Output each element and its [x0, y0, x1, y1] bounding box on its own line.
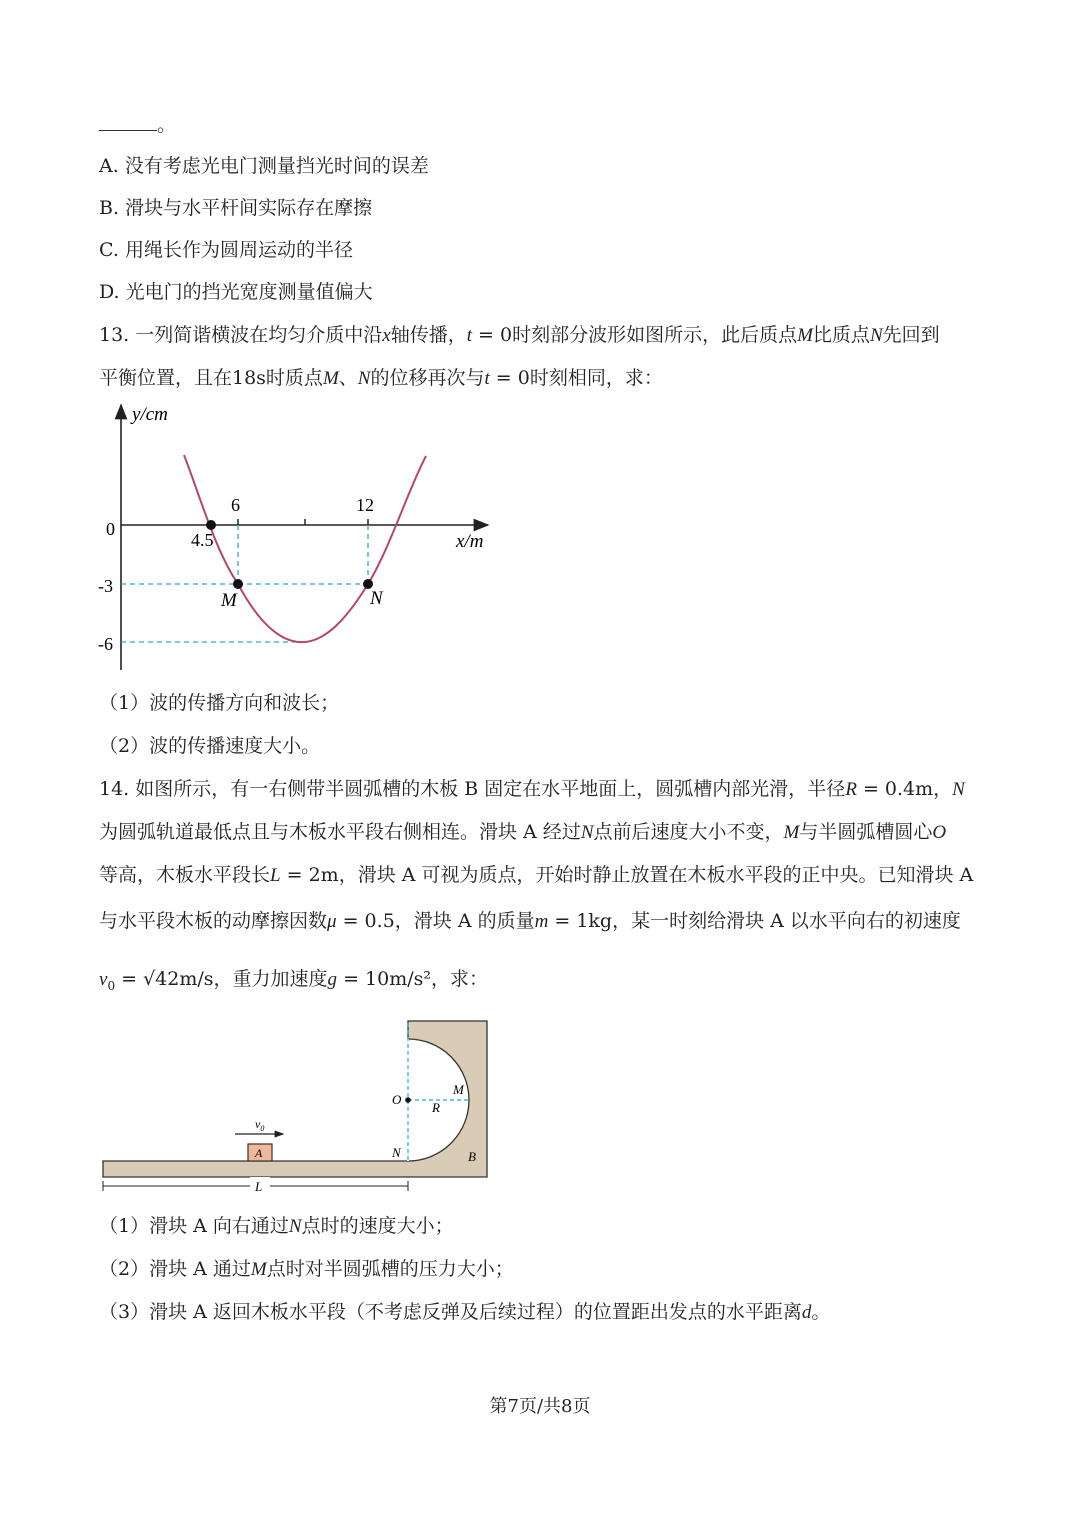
q14-sub3: [99, 1299, 830, 1326]
var-N: N: [580, 822, 594, 843]
var-mu: μ: [327, 911, 337, 932]
var-M: M: [322, 368, 339, 389]
option-c: [99, 237, 353, 263]
q14-stem-line3: [99, 862, 973, 889]
text-run: = 10m/s²，求：: [337, 968, 488, 990]
var-x: x: [382, 325, 391, 346]
var-M: M: [250, 1259, 267, 1280]
text-run: （1）滑块 A 向右通过: [99, 1215, 289, 1237]
text-run: = 0时刻部分波形如图所示，此后质点: [472, 324, 798, 346]
var-N: N: [952, 779, 965, 800]
label-A: A: [255, 1146, 263, 1160]
tick-label-neg6: -6: [98, 634, 113, 654]
tick-label-neg3: -3: [98, 576, 113, 596]
answer-blank: [99, 116, 157, 131]
text-run: = 2m，滑块 A 可视为质点，开始时静止放置在木板水平段的正中央。已知滑块 A: [280, 864, 974, 886]
var-O: O: [932, 822, 947, 843]
text-run: 。: [811, 1301, 831, 1323]
label-N: N: [370, 588, 383, 609]
q14-sub1: [99, 1213, 454, 1240]
var-d: d: [801, 1302, 812, 1323]
var-g: g: [327, 969, 338, 990]
var-m: m: [534, 911, 549, 932]
origin-label: 0: [106, 519, 115, 539]
q13-sub1: （1）波的传播方向和波长；: [99, 692, 340, 714]
tick-label-6: 6: [231, 495, 240, 515]
label-L: L: [255, 1179, 263, 1194]
text-run: 点时对半圆弧槽的压力大小；: [266, 1258, 514, 1280]
label-v0-subscript: 0: [260, 1124, 265, 1133]
tick-label-12: 12: [356, 495, 374, 515]
var-t: t: [466, 325, 472, 346]
point-4-5: [206, 520, 216, 530]
text-run: 13. 一列简谐横波在均匀介质中沿: [99, 324, 383, 346]
y-axis-label: y/cm: [132, 404, 168, 425]
text-run: 14. 如图所示，有一右侧带半圆弧槽的木板 B 固定在水平地面上，圆弧槽内部光滑，半径: [99, 778, 846, 800]
text-run: 与水平段木板的动摩擦因数: [99, 910, 328, 932]
text-run: 点时的速度大小；: [301, 1215, 454, 1237]
option-letter: C.: [99, 239, 119, 261]
label-M: M: [221, 590, 237, 611]
option-text: 光电门的挡光宽度测量值偏大: [125, 281, 373, 303]
center-O: [405, 1097, 411, 1103]
answer-blank-line: [99, 112, 176, 138]
text-run: = 0.5，滑块 A 的质量: [336, 910, 535, 932]
page-footer: 第7页/共8页: [489, 1396, 591, 1417]
label-N: N: [392, 1145, 401, 1160]
label-M: M: [453, 1082, 464, 1097]
label-v0: [255, 1117, 264, 1133]
option-d: [99, 279, 373, 305]
var-M: M: [797, 325, 813, 346]
text-run: 平衡位置，且在18s时质点: [99, 367, 323, 389]
label-v0-letter: v: [255, 1117, 261, 1131]
text-run: 、: [338, 367, 358, 389]
text-run: 先回到: [882, 324, 940, 346]
point-M: [233, 579, 243, 589]
text-run: 轴传播，: [390, 324, 467, 346]
q13-stem-line2: [99, 365, 663, 392]
label-B: B: [468, 1149, 476, 1164]
x-axis-label: x/m: [456, 531, 484, 552]
option-letter: D.: [99, 281, 120, 303]
text-run: = 0.4m，: [856, 778, 953, 800]
q14-stem-line4: [99, 908, 961, 935]
q13-stem-line1: [99, 322, 940, 349]
option-letter: B.: [99, 197, 120, 219]
option-text: 没有考虑光电门测量挡光时间的误差: [124, 155, 429, 177]
label-O: O: [392, 1092, 402, 1107]
option-text: 滑块与水平杆间实际存在摩擦: [125, 197, 373, 219]
var-v: v: [99, 969, 108, 990]
q14-stem-line5: [99, 966, 488, 999]
text-run: （2）滑块 A 通过: [99, 1258, 251, 1280]
text-run: 为圆弧轨道最低点且与木板水平段右侧相连。滑块 A 经过: [99, 821, 581, 843]
q13-sub2: （2）波的传播速度大小。: [99, 735, 321, 757]
wave-figure: [90, 400, 510, 680]
option-text: 用绳长作为圆周运动的半径: [124, 239, 353, 261]
option-b: [99, 195, 372, 221]
option-letter: A.: [99, 155, 119, 177]
text-run: 的位移再次与: [370, 367, 485, 389]
tick-label-4-5: 4.5: [191, 530, 214, 550]
text-run: = 1kg，某一时刻给滑块 A 以水平向右的初速度: [548, 910, 961, 932]
text-run: 等高，木板水平段长: [99, 864, 271, 886]
track-figure: [95, 1015, 505, 1200]
wave-curve: [184, 455, 426, 642]
text-run: = √42m/s，重力加速度: [115, 968, 328, 990]
var-N: N: [288, 1216, 302, 1237]
text-run: = 0时刻相同，求：: [489, 367, 663, 389]
var-t: t: [484, 368, 490, 389]
var-L: L: [270, 865, 281, 886]
q14-stem-line2: [99, 819, 946, 846]
var-R: R: [845, 779, 857, 800]
var-subscript: 0: [107, 978, 116, 993]
label-R: R: [432, 1100, 440, 1115]
option-a: [99, 153, 429, 179]
q14-stem-line1: [99, 776, 965, 803]
var-N: N: [869, 325, 883, 346]
blank-period: 。: [157, 114, 177, 136]
var-N: N: [357, 368, 371, 389]
text-run: 点前后速度大小不变，: [593, 821, 784, 843]
q14-sub2: [99, 1256, 514, 1283]
guide-lines: [121, 525, 368, 642]
text-run: （3）滑块 A 返回木板水平段（不考虑反弹及后续过程）的位置距出发点的水平距离: [99, 1301, 802, 1323]
text-run: 与半圆弧槽圆心: [799, 821, 933, 843]
text-run: 比质点: [812, 324, 870, 346]
var-M: M: [783, 822, 800, 843]
